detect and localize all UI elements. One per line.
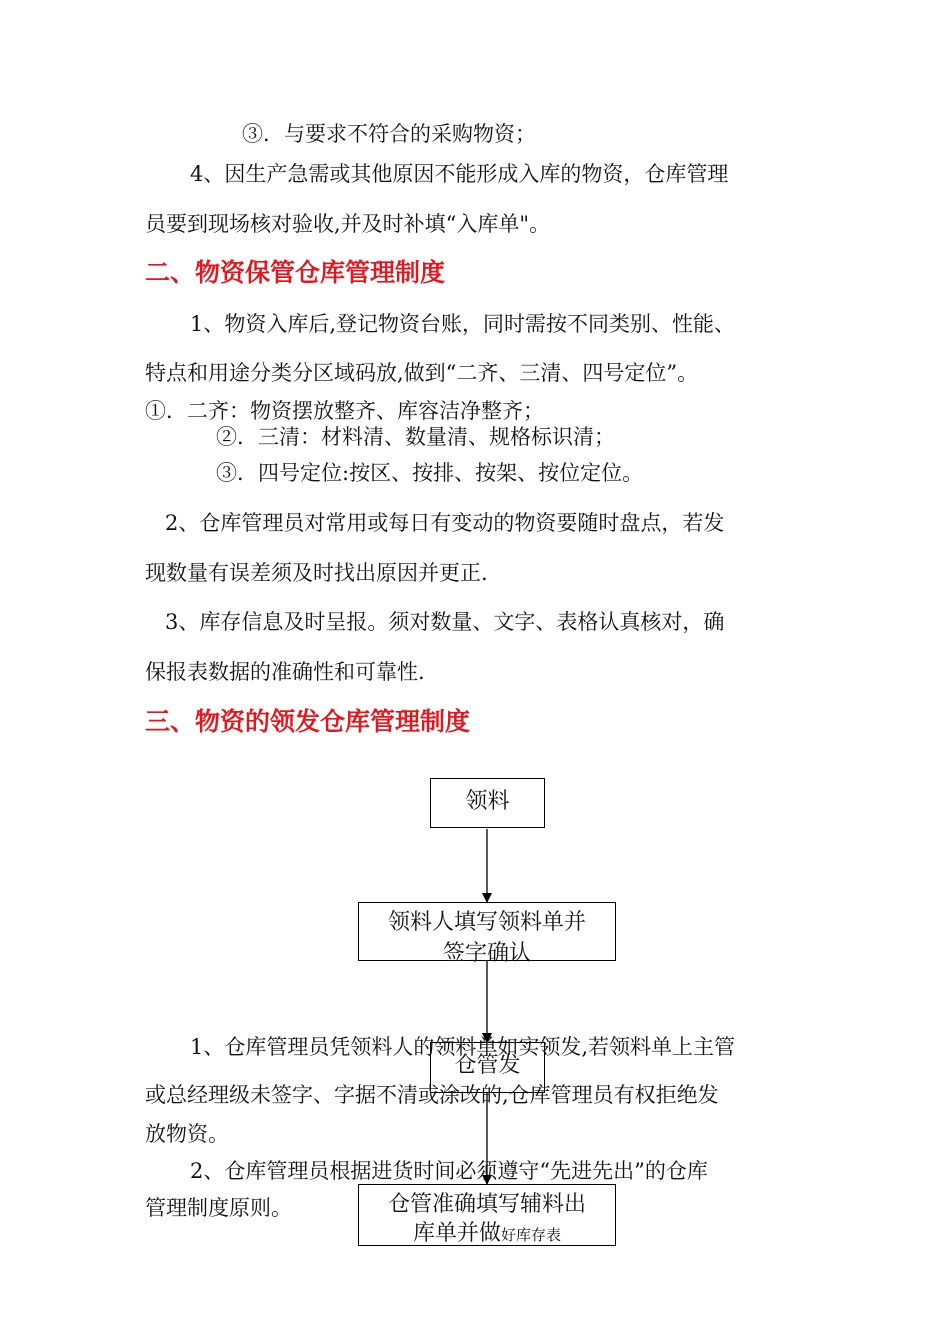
section-2-paragraph-1-line1: 1、物资入库后,登记物资台账，同时需按不同类别、性能、 xyxy=(190,312,736,336)
section-2-paragraph-3-line1: 3、库存信息及时呈报。须对数量、文字、表格认真核对，确 xyxy=(165,610,725,634)
section-3-heading: 三、物资的领发仓库管理制度 xyxy=(145,707,471,736)
flow-step-4-label-line1: 仓管准确填写辅料出 xyxy=(387,1192,586,1217)
flow-step-1-label: 领料 xyxy=(465,789,510,814)
flow-step-2-label-line1: 领料人填写领料单并 xyxy=(387,910,586,935)
list-item-3: ③．与要求不符合的采购物资； xyxy=(242,122,536,146)
section-3-paragraph-1-line1: 1、仓库管理员凭领料人的领料单如实领发,若领料单上主管 xyxy=(190,1035,736,1059)
flow-step-3-label: 仓管发 xyxy=(454,1053,521,1078)
section-2-paragraph-2-line1: 2、仓库管理员对常用或每日有变动的物资要随时盘点，若发 xyxy=(165,511,725,535)
section-2-paragraph-3-line2: 保报表数据的准确性和可靠性. xyxy=(145,660,425,684)
section-3-paragraph-2-line1: 2、仓库管理员根据进货时间必须遵守“先进先出”的仓库 xyxy=(190,1159,708,1183)
section-2-paragraph-1-line2: 特点和用途分类分区域码放,做到“二齐、三清、四号定位”。 xyxy=(145,361,699,385)
section-2-sub-item-3: ③．四号定位:按区、按排、按架、按位定位。 xyxy=(216,461,644,485)
flow-step-4-label-line2 xyxy=(359,1220,615,1249)
flow-step-2-box xyxy=(358,902,616,966)
section-3-paragraph-1-line2: 或总经理级未签字、字据不清或涂改的,仓库管理员有权拒绝发 xyxy=(145,1083,719,1107)
flow-step-2-label-line2: 签字确认 xyxy=(442,941,531,966)
paragraph-4-line1: 4、因生产急需或其他原因不能形成入库的物资，仓库管理 xyxy=(190,162,729,186)
section-2-sub-item-2: ②．三清：材料清、数量清、规格标识清； xyxy=(216,425,615,449)
section-3-paragraph-2-line2: 管理制度原则。 xyxy=(145,1196,292,1220)
section-2-heading: 二、物资保管仓库管理制度 xyxy=(145,258,446,287)
section-2-sub-item-1: ①．二齐：物资摆放整齐、库容洁净整齐； xyxy=(145,399,544,423)
section-3-paragraph-1-line3: 放物资。 xyxy=(145,1122,229,1146)
paragraph-4-line2: 员要到现场核对验收,并及时补填“入库单"。 xyxy=(145,212,551,236)
section-2-paragraph-2-line2: 现数量有误差须及时找出原因并更正. xyxy=(145,561,488,585)
flow-step-4-label-line2-main: 库单并做 xyxy=(412,1221,501,1246)
flow-step-4-label-small: 好库存表 xyxy=(501,1226,562,1244)
flow-step-1-box xyxy=(430,778,545,828)
flow-step-4-box xyxy=(358,1184,616,1246)
